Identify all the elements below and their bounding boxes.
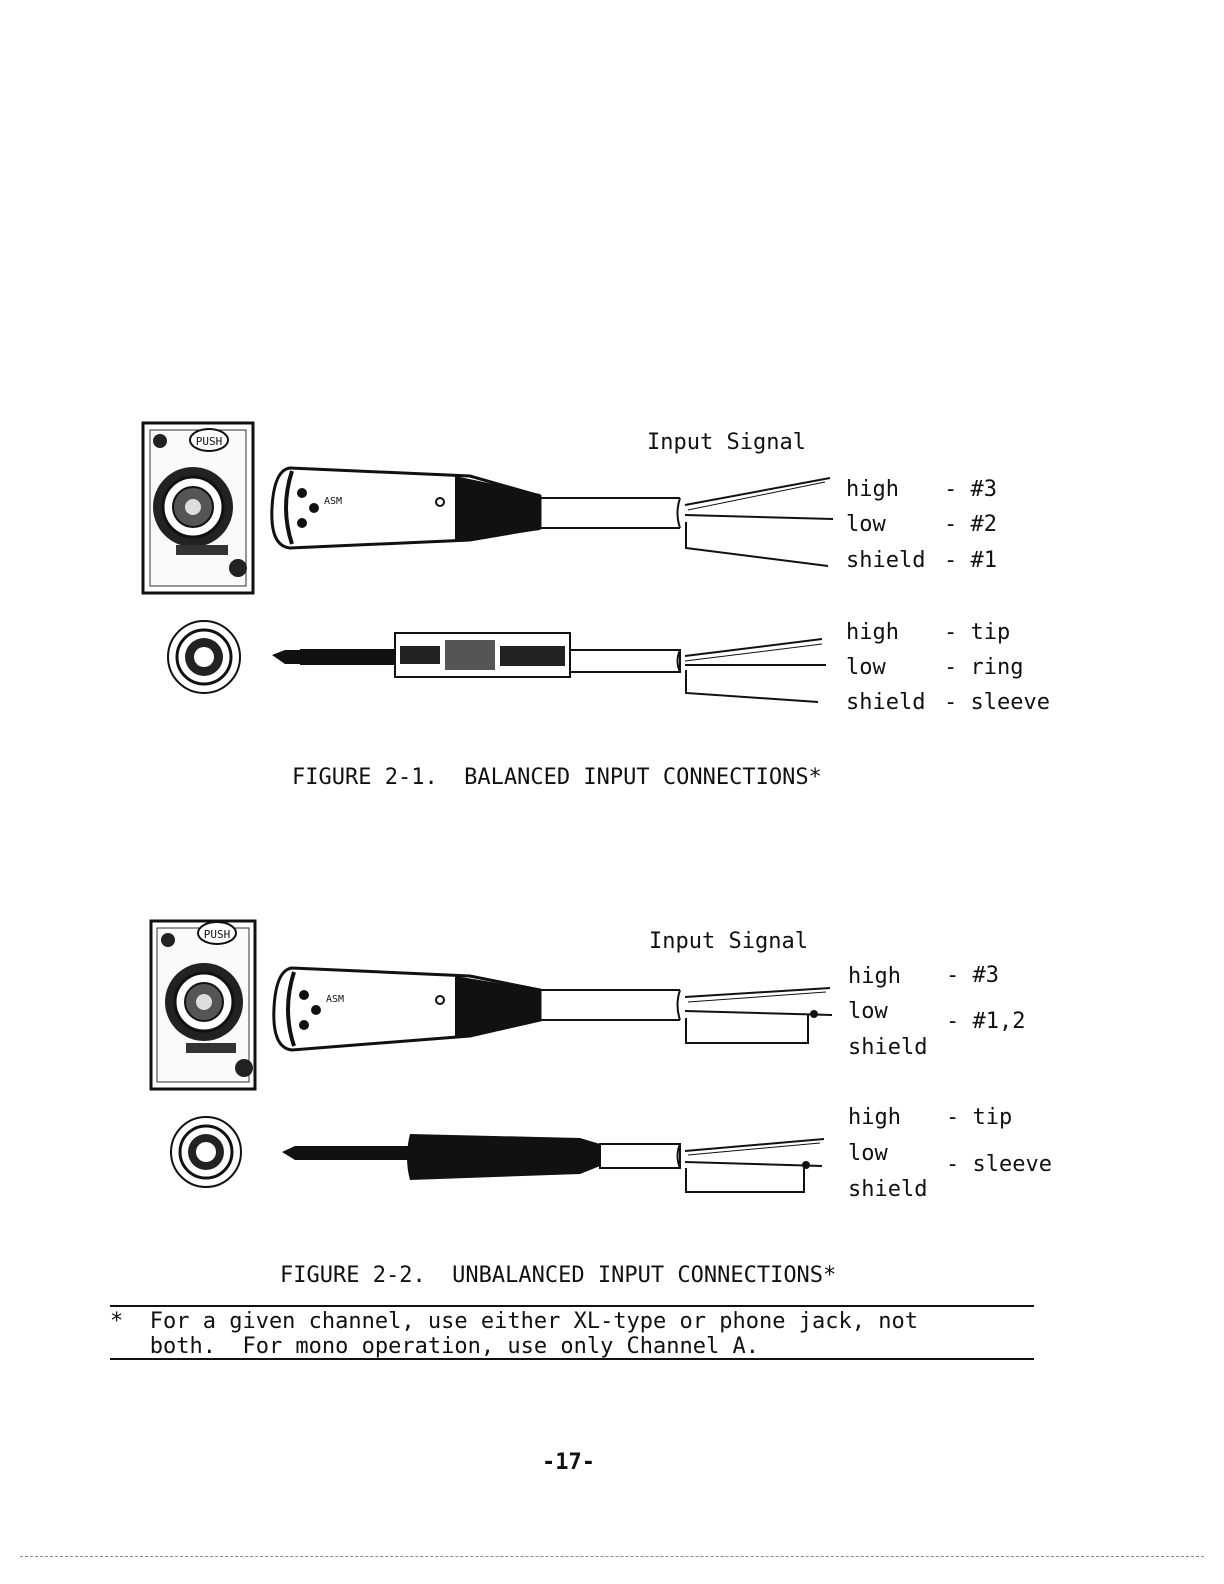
footnote-line-1: * For a given channel, use either XL-type or phone jack, not bbox=[110, 1309, 918, 1334]
wire-label-high: high bbox=[848, 964, 901, 989]
pin-label: - sleeve bbox=[944, 690, 1050, 715]
wire-label-shield: shield bbox=[848, 1177, 928, 1202]
input-signal-label: Input Signal bbox=[649, 929, 808, 954]
figure-caption: FIGURE 2-2. UNBALANCED INPUT CONNECTIONS* bbox=[280, 1263, 837, 1288]
pin-label: - #3 bbox=[946, 963, 999, 988]
pin-label: - #1,2 bbox=[946, 1009, 1026, 1034]
wire-label-low: low bbox=[846, 655, 886, 680]
wire-label-shield: shield bbox=[848, 1035, 928, 1060]
wire-label-high: high bbox=[848, 1105, 901, 1130]
wire-label-low: low bbox=[848, 1141, 888, 1166]
pin-label: - #3 bbox=[944, 477, 997, 502]
xlr-panel-jack-icon bbox=[151, 921, 255, 1089]
footnote-rule-top bbox=[110, 1305, 1034, 1307]
input-signal-label: Input Signal bbox=[647, 430, 806, 455]
pin-label: - ring bbox=[944, 655, 1024, 680]
scan-edge-line bbox=[20, 1556, 1204, 1557]
footnote-line-2: both. For mono operation, use only Channel A. bbox=[110, 1334, 760, 1359]
svg-text:ASM: ASM bbox=[326, 994, 345, 1005]
footnote-rule-bottom bbox=[110, 1358, 1034, 1360]
pin-label: - tip bbox=[946, 1105, 1013, 1130]
phone-panel-jack-icon bbox=[171, 1117, 241, 1187]
pin-label: - tip bbox=[944, 620, 1011, 645]
wire-label-shield: shield bbox=[846, 690, 926, 715]
pin-label: - sleeve bbox=[946, 1152, 1052, 1177]
wire-label-high: high bbox=[846, 620, 899, 645]
ts-phone-plug-icon bbox=[282, 1134, 824, 1192]
push-label: PUSH bbox=[195, 435, 223, 448]
wire-label-high: high bbox=[846, 477, 899, 502]
wire-label-low: low bbox=[848, 999, 888, 1024]
figure-caption: FIGURE 2-1. BALANCED INPUT CONNECTIONS* bbox=[292, 765, 822, 790]
wire-label-shield: shield bbox=[846, 548, 926, 573]
wire-label-low: low bbox=[846, 512, 886, 537]
page-number: -17- bbox=[542, 1450, 595, 1475]
push-label: PUSH bbox=[203, 928, 231, 941]
pin-label: - #1 bbox=[944, 548, 997, 573]
svg-text:ASM: ASM bbox=[324, 496, 343, 507]
xlr-plug-icon bbox=[274, 968, 832, 1050]
pin-label: - #2 bbox=[944, 512, 997, 537]
